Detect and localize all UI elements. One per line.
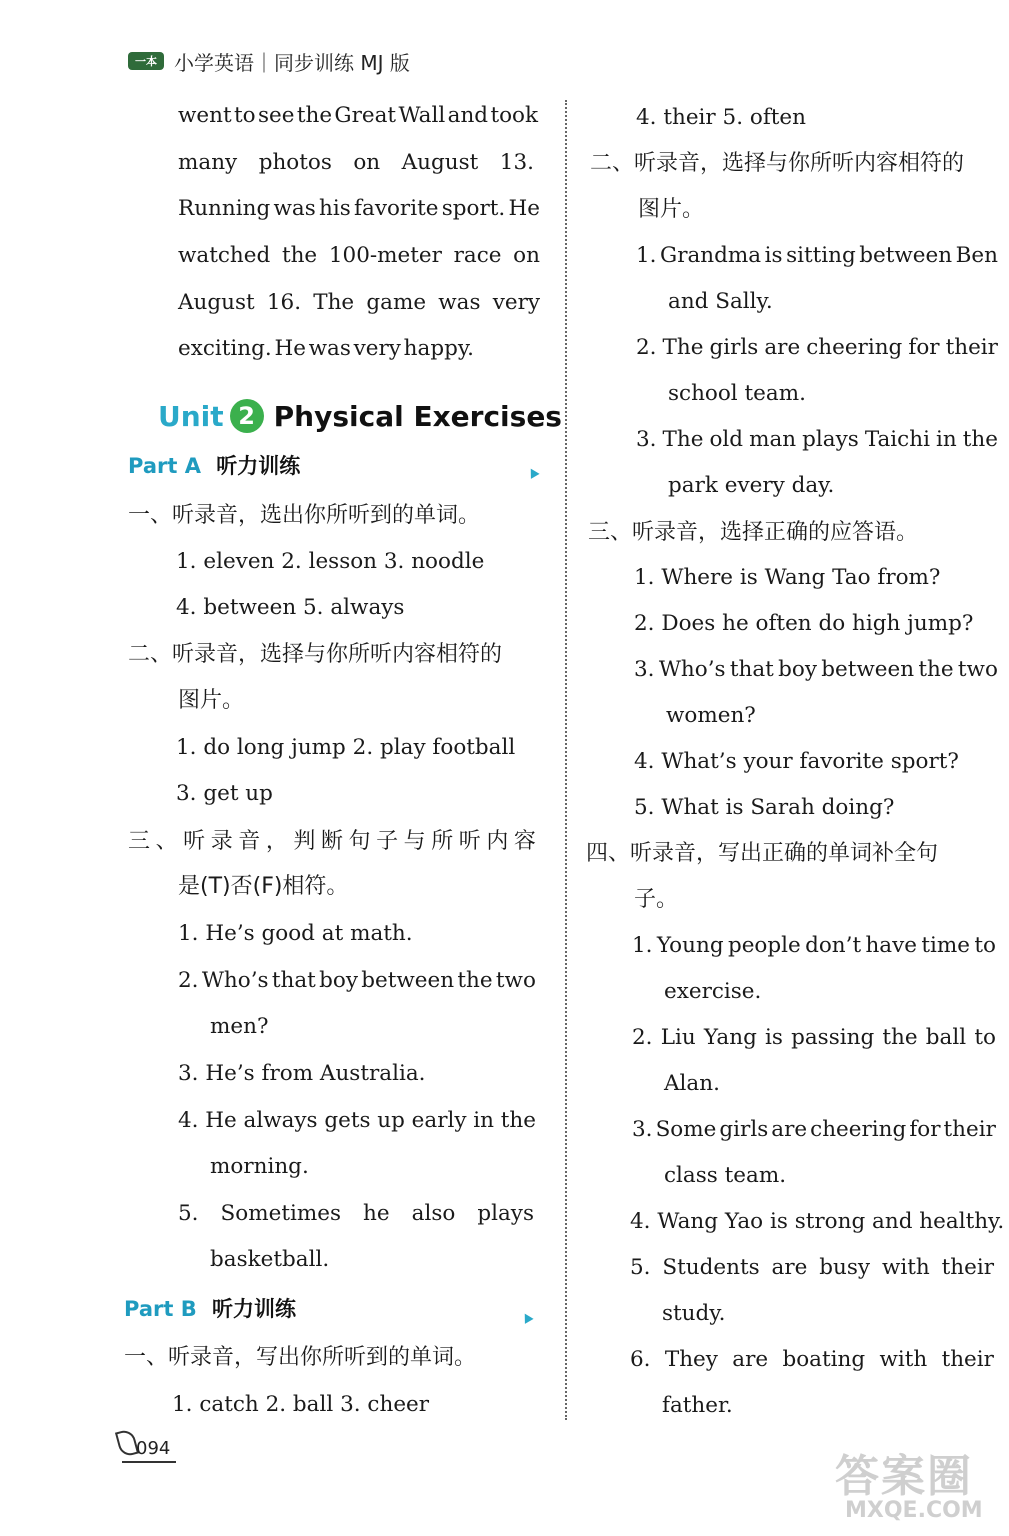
answer-line: 3. get up xyxy=(176,781,273,806)
word: are xyxy=(771,1117,808,1142)
answer-line: 1. He’s good at math. xyxy=(178,921,413,946)
char: 断 xyxy=(320,829,343,854)
answer-line-cont: exercise. xyxy=(664,979,762,1004)
char: 与 xyxy=(403,829,426,854)
word: with xyxy=(879,1347,928,1372)
char: 判 xyxy=(293,829,316,854)
word: Yang xyxy=(703,1025,757,1050)
word: The xyxy=(313,290,355,315)
word: cheering xyxy=(810,1117,907,1142)
word: boy xyxy=(778,657,817,682)
intro-line xyxy=(178,233,540,279)
word: cheering xyxy=(806,335,903,360)
word: two xyxy=(495,968,536,993)
word: August xyxy=(178,290,255,315)
word: that xyxy=(729,657,774,682)
answer-line: 1. eleven 2. lesson 3. noodle xyxy=(176,549,485,574)
answer-line-cont: women? xyxy=(666,703,756,728)
word: in xyxy=(473,1108,494,1133)
header-title: 小学英语｜同步训练 MJ 版 xyxy=(174,50,410,75)
word: time xyxy=(921,933,970,958)
word: The xyxy=(662,335,704,360)
answer-line-cont: morning. xyxy=(210,1154,309,1179)
word: plays xyxy=(802,427,859,452)
answer-line-cont: basketball. xyxy=(210,1247,330,1272)
char: 句 xyxy=(348,829,371,854)
word: He xyxy=(508,196,540,221)
word: Sometimes xyxy=(220,1201,341,1226)
word: passing xyxy=(791,1025,875,1050)
word: for xyxy=(908,335,940,360)
word: Liu xyxy=(660,1025,696,1050)
word: have xyxy=(865,933,917,958)
word: are xyxy=(771,1255,808,1280)
word: 3. xyxy=(632,1117,653,1142)
section-title-cont: 是(T)否(F)相符。 xyxy=(178,874,349,899)
word: between xyxy=(821,657,915,682)
answer-line: 2. Does he often do high jump? xyxy=(634,611,974,636)
word: happy. xyxy=(403,336,474,361)
answer-line: 5. What is Sarah doing? xyxy=(634,795,895,820)
intro-line xyxy=(178,140,534,186)
word: gets xyxy=(324,1108,371,1133)
word: Great xyxy=(334,103,397,128)
word: the xyxy=(962,427,998,452)
answer-line-cont: school team. xyxy=(668,381,806,406)
answer-line xyxy=(178,1098,536,1144)
watermark-top: 答案圈 xyxy=(835,1451,973,1502)
answer-line-cont: Alan. xyxy=(664,1071,720,1096)
char: ， xyxy=(265,829,288,854)
word: to xyxy=(974,1025,996,1050)
word: their xyxy=(941,1347,994,1372)
word: Young xyxy=(656,933,724,958)
word: Grandma xyxy=(660,243,762,268)
intro-line xyxy=(178,280,540,326)
word: 13. xyxy=(499,150,534,175)
word: favorite xyxy=(354,196,439,221)
word: Taichi xyxy=(864,427,930,452)
word: his xyxy=(319,196,351,221)
pen-icon xyxy=(520,1311,533,1324)
word: Wall xyxy=(398,103,446,128)
answer-line: 4. their 5. often xyxy=(636,105,807,130)
word: 2. xyxy=(636,335,657,360)
section-title xyxy=(128,819,536,865)
word: early xyxy=(411,1108,467,1133)
char: 所 xyxy=(431,829,454,854)
section-title: 三、听录音，选择正确的应答语。 xyxy=(588,520,919,545)
word: 5. xyxy=(630,1255,651,1280)
word: for xyxy=(909,1117,941,1142)
word: between xyxy=(859,243,953,268)
char: 听 xyxy=(183,829,206,854)
part-label: Part A xyxy=(128,454,201,478)
unit-name: Physical Exercises xyxy=(273,399,562,433)
answer-line: 3. He’s from Australia. xyxy=(178,1061,426,1086)
char: 子 xyxy=(376,829,399,854)
answer-line: 4. between 5. always xyxy=(176,595,405,620)
answer-line xyxy=(636,233,998,279)
intro-line xyxy=(178,326,474,372)
word: boating xyxy=(782,1347,866,1372)
word: is xyxy=(764,243,783,268)
word: watched xyxy=(178,243,271,268)
pen-icon xyxy=(526,466,539,479)
section-title-cont: 图片。 xyxy=(638,197,705,222)
answer-line-cont: men? xyxy=(210,1014,269,1039)
word: in xyxy=(935,427,957,452)
word: their xyxy=(945,335,998,360)
section-title: 二、听录音，选择与你所听内容相符的 xyxy=(128,642,503,667)
answer-line-cont: father. xyxy=(662,1393,733,1418)
word: and xyxy=(447,103,489,128)
part-a-heading xyxy=(128,450,300,480)
word: to xyxy=(234,103,256,128)
word: was xyxy=(308,336,351,361)
word: always xyxy=(243,1108,318,1133)
word: with xyxy=(881,1255,930,1280)
column-divider xyxy=(565,100,567,1420)
word: on xyxy=(353,150,381,175)
word: girls xyxy=(719,1117,769,1142)
word: two xyxy=(957,657,998,682)
word: He xyxy=(274,336,306,361)
word: was xyxy=(273,196,316,221)
word: They xyxy=(664,1347,718,1372)
word: took xyxy=(490,103,538,128)
word: the xyxy=(882,1025,918,1050)
answer-line-cont: class team. xyxy=(664,1163,787,1188)
word: also xyxy=(411,1201,456,1226)
word: Some xyxy=(655,1117,717,1142)
answer-line xyxy=(632,1107,996,1153)
word: the xyxy=(296,103,333,128)
answer-line: 4. What’s your favorite sport? xyxy=(634,749,959,774)
word: He xyxy=(205,1108,237,1133)
word: 3. xyxy=(636,427,657,452)
watermark xyxy=(835,1440,995,1530)
answer-line xyxy=(630,1337,994,1383)
word: sport. xyxy=(441,196,506,221)
word: man xyxy=(749,427,797,452)
answer-line: 1. Where is Wang Tao from? xyxy=(634,565,941,590)
word: The xyxy=(662,427,704,452)
word: August xyxy=(401,150,479,175)
watermark-bottom: MXQE.COM xyxy=(845,1498,983,1523)
word: busy xyxy=(819,1255,871,1280)
word: 16. xyxy=(266,290,302,315)
answer-line xyxy=(634,647,998,693)
word: many xyxy=(178,150,238,175)
brand-logo: 一本 xyxy=(128,52,164,70)
word: people xyxy=(727,933,801,958)
word: the xyxy=(281,243,318,268)
char: 容 xyxy=(513,829,536,854)
word: up xyxy=(377,1108,405,1133)
answer-line xyxy=(630,1245,994,1291)
char: 听 xyxy=(458,829,481,854)
section-title: 一、听录音，选出你所听到的单词。 xyxy=(128,503,481,528)
word: 4. xyxy=(178,1108,199,1133)
word: to xyxy=(974,933,996,958)
word: is xyxy=(765,1025,783,1050)
word: on xyxy=(513,243,540,268)
word: very xyxy=(492,290,540,315)
part-title: 听力训练 xyxy=(216,454,301,478)
word: he xyxy=(363,1201,390,1226)
word: went xyxy=(178,103,232,128)
word: see xyxy=(257,103,295,128)
answer-line xyxy=(632,1015,996,1061)
answer-line: 1. catch 2. ball 3. cheer xyxy=(172,1392,430,1417)
word: their xyxy=(943,1117,996,1142)
word: ball xyxy=(925,1025,967,1050)
page-number: 094 xyxy=(122,1438,176,1463)
word: Running xyxy=(178,196,271,221)
answer-line xyxy=(636,325,998,371)
word: old xyxy=(709,427,744,452)
word: don’t xyxy=(805,933,862,958)
intro-line xyxy=(178,93,538,139)
word: photos xyxy=(258,150,332,175)
word: race xyxy=(453,243,502,268)
word: plays xyxy=(477,1201,534,1226)
word: sitting xyxy=(786,243,856,268)
answer-line-cont: and Sally. xyxy=(668,289,773,314)
word: 1. xyxy=(636,243,657,268)
char: 录 xyxy=(210,829,233,854)
word: Who’s xyxy=(201,968,269,993)
char: 三 xyxy=(128,829,151,854)
word: 2. xyxy=(632,1025,653,1050)
word: between xyxy=(361,968,455,993)
answer-line: 1. do long jump 2. play football xyxy=(176,735,516,760)
word: boy xyxy=(319,968,358,993)
section-title-cont: 图片。 xyxy=(178,688,245,713)
answer-line-cont: park every day. xyxy=(668,473,835,498)
answer-line: 4. Wang Yao is strong and healthy. xyxy=(630,1209,1005,1234)
unit-title xyxy=(158,392,562,440)
word: 5. xyxy=(178,1201,199,1226)
char: 内 xyxy=(486,829,509,854)
char: 音 xyxy=(238,829,261,854)
word: the xyxy=(918,657,954,682)
part-label: Part B xyxy=(124,1297,197,1321)
word: the xyxy=(500,1108,536,1133)
word: 6. xyxy=(630,1347,651,1372)
word: 2. xyxy=(178,968,199,993)
section-title: 一、听录音，写出你所听到的单词。 xyxy=(124,1345,477,1370)
section-title: 四、听录音，写出正确的单词补全句 xyxy=(586,841,939,866)
word: their xyxy=(941,1255,994,1280)
word: 100-meter xyxy=(328,243,442,268)
part-b-heading xyxy=(124,1293,296,1323)
word: game xyxy=(366,290,427,315)
answer-line-cont: study. xyxy=(662,1301,726,1326)
word: the xyxy=(457,968,493,993)
answer-line xyxy=(178,958,536,1004)
word: exciting. xyxy=(178,336,272,361)
word: girls xyxy=(709,335,759,360)
page-header xyxy=(128,44,410,78)
word: Ben xyxy=(955,243,998,268)
word: was xyxy=(438,290,481,315)
word: are xyxy=(732,1347,769,1372)
section-title: 二、听录音，选择与你所听内容相符的 xyxy=(590,151,965,176)
unit-number-badge: 2 xyxy=(230,399,264,433)
section-title-cont: 子。 xyxy=(634,887,679,912)
word: are xyxy=(764,335,801,360)
word: Who’s xyxy=(658,657,726,682)
word: very xyxy=(353,336,401,361)
unit-label: Unit xyxy=(158,399,224,433)
answer-line xyxy=(636,417,998,463)
answer-line xyxy=(632,923,996,969)
answer-line xyxy=(178,1191,534,1237)
word: Students xyxy=(662,1255,760,1280)
char: 、 xyxy=(155,829,178,854)
part-title: 听力训练 xyxy=(212,1297,297,1321)
word: 1. xyxy=(632,933,653,958)
intro-line xyxy=(178,186,540,232)
word: that xyxy=(271,968,316,993)
word: 3. xyxy=(634,657,655,682)
